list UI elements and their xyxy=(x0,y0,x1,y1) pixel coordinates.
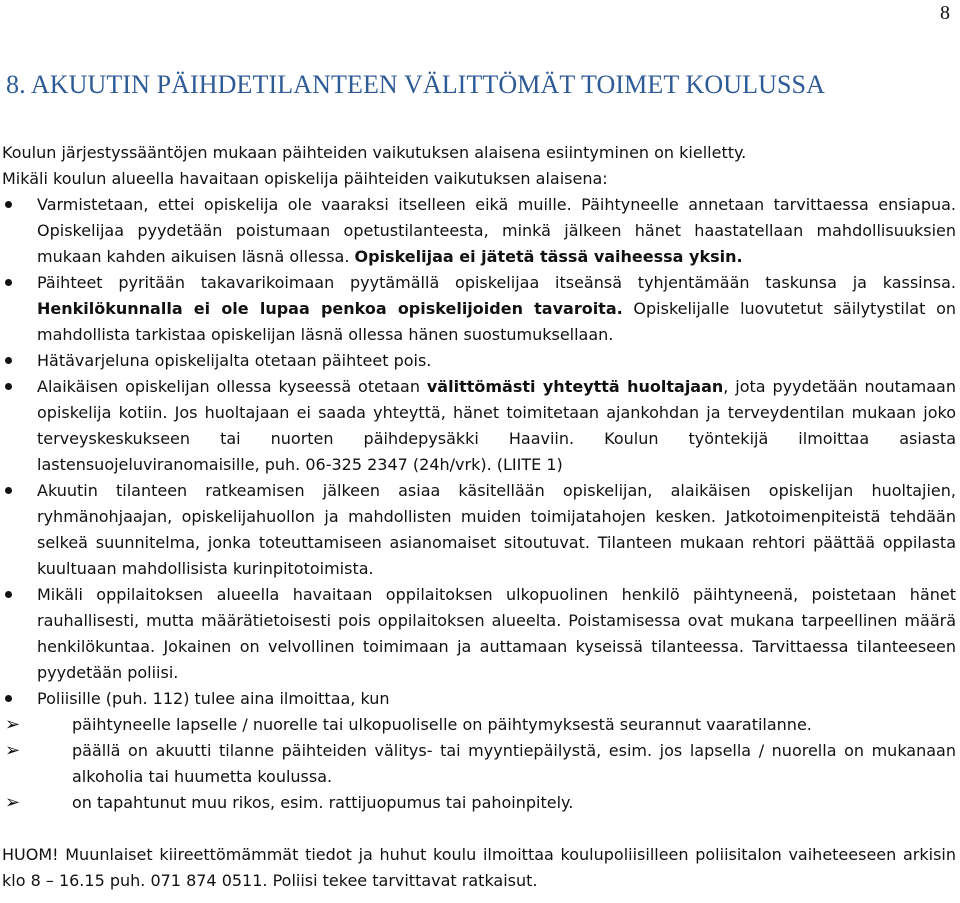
arrow-bullet-icon: ➢ xyxy=(5,792,21,813)
list-item: Hätävarjeluna opiskelijalta otetaan päihteet pois. xyxy=(2,348,956,374)
arrow-bullet-icon: ➢ xyxy=(5,714,21,735)
list-item: Varmistetaan, ettei opiskelija ole vaaraksi itselleen eikä muille. Päihtyneelle annetaan tarvittaessa ensiapua. Opiskelijaa pyydetään poistumaan opetustilanteesta, minkä jälkeen hänet haastatellaan mahdollisuuksien mukaan kahden aikuisen läsnä ollessa. Opiskelijaa ei jätetä tässä vaiheessa yksin. xyxy=(2,192,956,270)
list-item: Mikäli oppilaitoksen alueella havaitaan oppilaitoksen ulkopuolinen henkilö päihtyneenä, poistetaan hänet rauhallisesti, mutta määrätietoisesti pois oppilaitoksen alueelta. Poistamisessa ovat mukana tarpeellinen määrä henkilökuntaa. Jokainen on velvollinen toimimaan ja auttamaan kyseissä tilanteessa. Tarvittaessa tilanteeseen pyydetään poliisi. xyxy=(2,582,956,686)
list-item: Poliisille (puh. 112) tulee aina ilmoittaa, kun ➢ päihtyneelle lapselle / nuorelle tai ulkopuoliselle on päihtymyksestä seurannut vaaratilanne. ➢ päällä on akuutti tilanne päihteiden välitys- tai myyntiepäilystä, esim. jos lapsella / nuorella on mukanaan alkoholia tai huumetta koulussa. ➢ on tapahtunut muu rikos, esim. rattijuopumus tai pahoinpitely. xyxy=(2,686,956,816)
sub-list-item: ➢ on tapahtunut muu rikos, esim. rattijuopumus tai pahoinpitely. xyxy=(2,790,956,816)
intro-condition-text: Mikäli koulun alueella havaitaan opiskelija päihteiden vaikutuksen alaisena: xyxy=(2,169,608,188)
note-paragraph: HUOM! Muunlaiset kiireettömämmät tiedot ja huhut koulu ilmoittaa koulupoliisilleen poliisitalon vaiheteeseen arkisin klo 8 – 16.15 puh. 071 874 0511. Poliisi tekee tarvittavat ratkaisut. xyxy=(2,845,956,890)
sub-list-item: ➢ päällä on akuutti tilanne päihteiden välitys- tai myyntiepäilystä, esim. jos lapsella / nuorella on mukanaan alkoholia tai huumetta koulussa. xyxy=(5,740,956,786)
page-number: 8 xyxy=(940,2,950,24)
list-item: Päihteet pyritään takavarikoimaan pyytämällä opiskelijaa itseänsä tyhjentämään taskunsa ja kassinsa. Henkilökunnalla ei ole lupaa penkoa opiskelijoiden tavaroita. Opiskelijalle luovutetut säilytystilat on mahdollista tarkistaa opiskelijan läsnä ollessa hänen suostumuksellaan. xyxy=(2,270,956,348)
section-heading: 8. AKUUTIN PÄIHDETILANTEEN VÄLITTÖMÄT TOIMET KOULUSSA xyxy=(6,70,825,99)
intro-rule-text: Koulun järjestyssääntöjen mukaan päihteiden vaikutuksen alaisena esiintyminen on kielletty. xyxy=(2,143,747,162)
arrow-bullet-icon: ➢ xyxy=(5,740,21,761)
police-notify-list xyxy=(2,712,956,816)
document-body xyxy=(2,140,956,894)
list-item: Alaikäisen opiskelijan ollessa kyseessä otetaan välittömästi yhteyttä huoltajaan, jota pyydetään noutamaan opiskelija kotiin. Jos huoltajaan ei saada yhteyttä, hänet toimitetaan ajankohdan ja terveydentilan mukaan joko terveyskeskukseen tai nuorten päihdepysäkki Haaviin. Koulun työntekijä ilmoittaa asiasta lastensuojeluviranomaisille, puh. 06-325 2347 (24h/vrk). (LIITE 1) xyxy=(2,374,956,478)
sub-list-item: ➢ päihtyneelle lapselle / nuorelle tai ulkopuoliselle on päihtymyksestä seurannut vaaratilanne. xyxy=(2,712,956,738)
list-item: Akuutin tilanteen ratkeamisen jälkeen asiaa käsitellään opiskelijan, alaikäisen opiskelijan huoltajien, ryhmänohjaajan, opiskelijahuollon ja mahdollisten muiden toimijatahojen kesken. Jatkotoimenpiteistä tehdään selkeä suunnitelma, jonka toteuttamiseen asianomaiset sitoutuvat. Tilanteen mukaan rehtori päättää oppilasta kuultuaan mahdollisista kurinpitotoimista. xyxy=(2,478,956,582)
action-list xyxy=(2,192,956,816)
